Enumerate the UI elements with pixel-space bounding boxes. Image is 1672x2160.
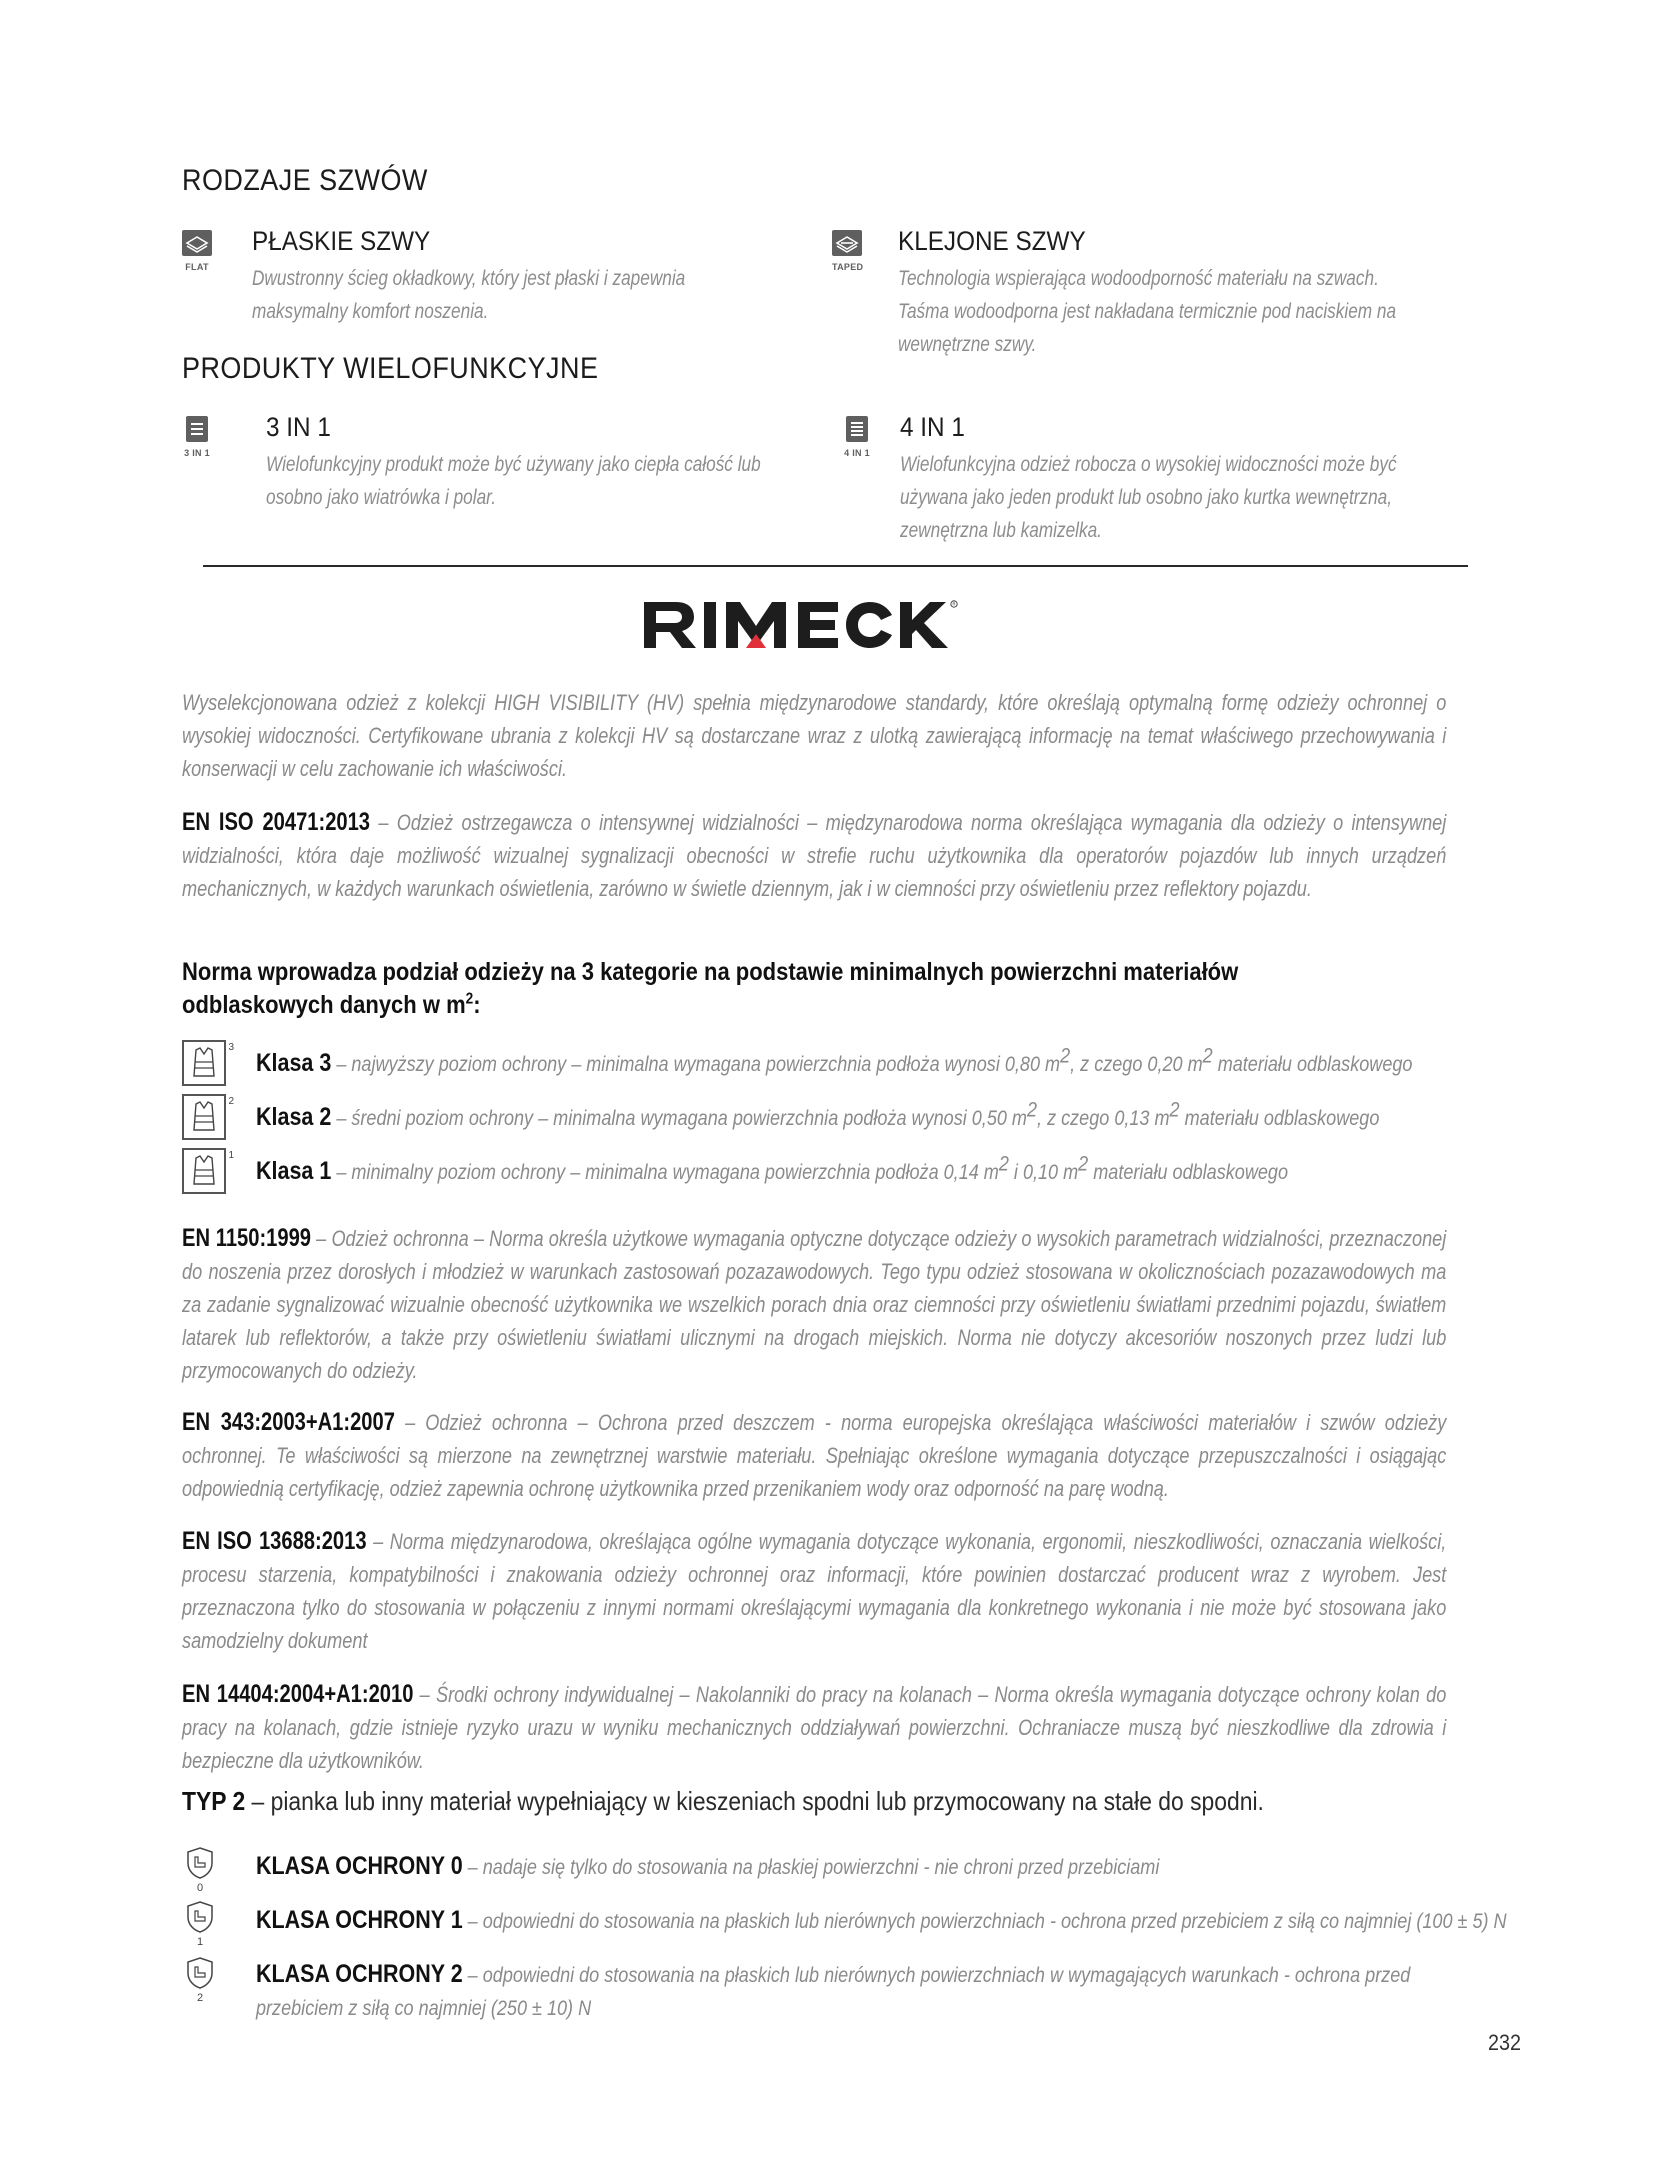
taped-desc-line: Technologia wspierająca wodoodporność materiału na szwach.: [898, 267, 1379, 290]
hv-vest-icon: [182, 1148, 234, 1194]
standard-code: EN 343:2003+A1:2007: [182, 1408, 395, 1436]
hv-class-sup: 2: [1169, 1098, 1180, 1122]
hv-class-sup: 2: [1060, 1044, 1071, 1068]
norma-tail: :: [473, 991, 481, 1019]
taped-seams-desc: [898, 262, 1397, 361]
shield-class-num: 1: [196, 1936, 204, 1948]
3in1-desc: [266, 448, 761, 514]
protection-class-line: [256, 1904, 1507, 1938]
standard-text: – Odzież ochronna – Ochrona przed deszczem - norma europejska określająca właściwości materiałów i szwów odzieży ochronnej. Te właściwości są mierzone na zewnętrznej warstwie materiału. Spełniając określone wymagania dotyczące przepuszczalności i osiągając odpowiednią certyfikację, odzież zapewnia ochronę użytkownika przed przenikaniem wody oraz odporność na parę wodną.: [182, 1410, 1447, 1501]
3in1-title: 3 IN 1: [266, 412, 331, 442]
hv-class-name: Klasa 2: [256, 1103, 332, 1131]
norma-line: Norma wprowadza podział odzieży na 3 kategorie na podstawie minimalnych powierzchni materiałów: [182, 958, 1239, 986]
typ2-code: TYP 2: [182, 1786, 246, 1816]
standard-en20471: [182, 806, 1447, 905]
typ2-line: [182, 1786, 1264, 1817]
3in1-desc-line: Wielofunkcyjny produkt może być używany jako ciepła całość lub: [266, 453, 761, 476]
taped-seam-icon: [832, 230, 862, 256]
protection-class-desc: – odpowiedni do stosowania na płaskich lub nierównych powierzchniach w wymagających warunkach - ochrona przed: [462, 1964, 1411, 1987]
seams-heading: RODZAJE SZWÓW: [182, 164, 428, 197]
hv-class-desc: materiału odblaskowego: [1212, 1053, 1413, 1076]
protection-class-line: [256, 1850, 1159, 1884]
standard-code: EN 14404:2004+A1:2010: [182, 1680, 414, 1708]
layers-4in1-icon: [846, 416, 868, 442]
standard-code: EN ISO 13688:2013: [182, 1527, 367, 1555]
hv-class-num: 1: [228, 1150, 234, 1161]
standard-en1150: [182, 1222, 1447, 1387]
shield-class-num: 0: [196, 1882, 204, 1894]
knee-shield-icon: [185, 1900, 215, 1934]
taped-desc-line: wewnętrzne szwy.: [898, 333, 1037, 356]
hv-class-desc: , z czego 0,13 m: [1037, 1107, 1170, 1130]
standard-text: – Odzież ostrzegawcza o intensywnej widzialności – międzynarodowa norma określająca wymagania dla odzieży o intensywnej widzialności, która daje możliwość wizualnej sygnalizacji obecności w strefie ruchu użytkownika dla operatorów pojazdów lub innych urządzeń mechanicznych, w każdych warunkach oświetlenia, zarówno w świetle dziennym, jak i w ciemności przy oświetleniu przez reflektory pojazdu.: [182, 810, 1447, 901]
4in1-icon-caption: 4 IN 1: [844, 448, 870, 458]
standard-en14404: [182, 1678, 1447, 1777]
hv-class-sup: 2: [1078, 1152, 1089, 1176]
section-divider: [203, 565, 1468, 567]
hv-class-row: [182, 1094, 1482, 1142]
knee-shield-icon: [185, 1846, 215, 1880]
rimeck-logo: [642, 594, 982, 656]
standard-text: – Środki ochrony indywidualnej – Nakolanniki do pracy na kolanach – Norma określa wymagania dotyczące ochrony kolan do pracy na kolanach, gdzie istnieje ryzyko urazu w wyniku mechanicznych oddziaływań powierzchni. Ochraniacze muszą być nieszkodliwe dla zdrowia i bezpieczne dla użytkowników.: [182, 1682, 1447, 1773]
hv-class-row: [182, 1040, 1482, 1088]
hv-vest-icon: [182, 1094, 234, 1140]
hv-class-sup: 2: [998, 1152, 1009, 1176]
protection-class-desc: – odpowiedni do stosowania na płaskich lub nierównych powierzchniach - ochrona przed przebiciem z siłą co najmniej (100 ± 5) N: [462, 1910, 1507, 1933]
flat-desc-line: maksymalny komfort noszenia.: [252, 300, 489, 323]
protection-class-name: KLASA OCHRONY 0: [256, 1852, 463, 1880]
intro-paragraph: [182, 686, 1447, 785]
hv-class-desc: , z czego 0,20 m: [1070, 1053, 1203, 1076]
feature-3in1: [182, 412, 822, 512]
standard-code: EN 1150:1999: [182, 1224, 311, 1252]
flat-seams-desc: [252, 262, 711, 328]
hv-class-label: [256, 1044, 1413, 1078]
4in1-desc-line: Wielofunkcyjna odzież robocza o wysokiej widoczności może być: [900, 453, 1397, 476]
flat-seams-title: PŁASKIE SZWY: [252, 226, 431, 256]
feature-4in1: [842, 412, 1472, 552]
hv-class-name: Klasa 1: [256, 1157, 332, 1185]
svg-text:R: R: [952, 601, 956, 607]
hv-class-num: 3: [228, 1042, 234, 1053]
norma-line2-text: odblaskowych danych w m: [182, 991, 466, 1019]
hv-class-label: [256, 1152, 1289, 1186]
flat-icon-caption: FLAT: [185, 262, 209, 272]
flat-desc-line: Dwustronny ścieg okładkowy, który jest płaski i zapewnia: [252, 267, 686, 290]
standard-en343: [182, 1406, 1447, 1505]
norma-line-2: [182, 989, 1238, 1022]
hv-class-desc: – średni poziom ochrony – minimalna wymagana powierzchnia podłoża wynosi 0,50 m: [331, 1107, 1027, 1130]
hv-class-desc: – minimalny poziom ochrony – minimalna wymagana powierzchnia podłoża 0,14 m: [331, 1161, 999, 1184]
hv-class-row: [182, 1148, 1482, 1196]
knee-shield-icon: [185, 1956, 215, 1990]
4in1-desc-line: używana jako jeden produkt lub osobno jako kurtka wewnętrzna,: [900, 486, 1393, 509]
hv-class-desc: materiału odblaskowego: [1088, 1161, 1289, 1184]
protection-class-line-2: przebiciem z siłą co najmniej (250 ± 10) N: [256, 1997, 592, 2020]
page-number: 232: [1488, 2030, 1522, 2055]
feature-taped-seams: [832, 226, 1472, 366]
3in1-desc-line: osobno jako wiatrówka i polar.: [266, 486, 497, 509]
4in1-title: 4 IN 1: [900, 412, 965, 442]
protection-class-name: KLASA OCHRONY 1: [256, 1906, 463, 1934]
typ2-text: – pianka lub inny materiał wypełniający w kieszeniach spodni lub przymocowany na stałe do spodni.: [245, 1786, 1264, 1816]
hv-class-desc: – najwyższy poziom ochrony – minimalna wymagana powierzchnia podłoża wynosi 0,80 m: [331, 1053, 1061, 1076]
intro-text: Wyselekcjonowana odzież z kolekcji HIGH VISIBILITY (HV) spełnia międzynarodowe standardy, które określają optymalną formę odzieży ochronnej o wysokiej widoczności. Certyfikowane ubrania z kolekcji HV są dostarczane wraz z ulotką zawierającą informację na temat właściwego przechowywania i konserwacji w celu zachowanie ich właściwości.: [182, 690, 1447, 781]
hv-vest-icon: [182, 1040, 234, 1086]
hv-class-label: [256, 1098, 1380, 1132]
multi-heading: PRODUKTY WIELOFUNKCYJNE: [182, 352, 599, 385]
hv-class-name: Klasa 3: [256, 1049, 332, 1077]
hv-class-sup: 2: [1026, 1098, 1038, 1122]
4in1-desc-line: zewnętrzna lub kamizelka.: [900, 519, 1102, 542]
protection-class-desc: – nadaje się tylko do stosowania na płaskiej powierzchni - nie chroni przed przebiciami: [462, 1856, 1160, 1879]
hv-class-desc: materiału odblaskowego: [1179, 1107, 1380, 1130]
taped-desc-line: Taśma wodoodporna jest nakładana termicznie pod naciskiem na: [898, 300, 1397, 323]
layers-3in1-icon: [186, 416, 208, 442]
4in1-desc: [900, 448, 1397, 547]
protection-class-name: KLASA OCHRONY 2: [256, 1960, 463, 1988]
3in1-icon-caption: 3 IN 1: [184, 448, 210, 458]
norma-sup: 2: [465, 990, 474, 1008]
standard-code: EN ISO 20471:2013: [182, 808, 371, 836]
protection-class-line: [256, 1958, 1410, 2025]
standard-text: – Odzież ochronna – Norma określa użytkowe wymagania optyczne dotyczące odzieży o wysokich parametrach widzialności, przeznaczonej do noszenia przez dorosłych i młodzież w warunkach zastosowań pozazawodowych. Tego typu odzież stosowana w okolicznościach pozazawodowych ma za zadanie sygnalizować wizualnie obecność użytkownika we wszelkich porach dnia oraz ciemności przy oświetleniu światłami przednimi pojazdu, światłem latarek lub reflektorów, a także przy oświetleniu światłami ulicznymi na drogach miejskich. Norma nie dotyczy akcesoriów noszonych przez ludzi lub przymocowanych do odzieży.: [182, 1226, 1447, 1383]
shield-class-num: 2: [196, 1992, 204, 2004]
protection-class-line-1: [256, 1958, 1410, 1992]
standard-en13688: [182, 1525, 1447, 1657]
hv-class-desc: i 0,10 m: [1008, 1161, 1079, 1184]
taped-seams-title: KLEJONE SZWY: [898, 226, 1086, 256]
standard-text: – Norma międzynarodowa, określająca ogólne wymagania dotyczące wykonania, ergonomii, nieszkodliwości, oznaczania wielkości, procesu starzenia, kompatybilności i znakowania odzieży ochronnej oraz informacji, które powinien dostarczać producent wraz z wyrobem. Jest przeznaczona tylko do stosowania w połączeniu z innymi normami określającymi wymagania dla konkretnego wykonania i nie może być stosowana jako samodzielny dokument: [182, 1529, 1447, 1653]
hv-class-sup: 2: [1202, 1044, 1213, 1068]
feature-flat-seams: [182, 226, 802, 326]
hv-class-num: 2: [228, 1096, 234, 1107]
taped-icon-caption: TAPED: [832, 262, 864, 272]
norma-heading: [182, 956, 1238, 1022]
flat-seam-icon: [182, 230, 212, 256]
